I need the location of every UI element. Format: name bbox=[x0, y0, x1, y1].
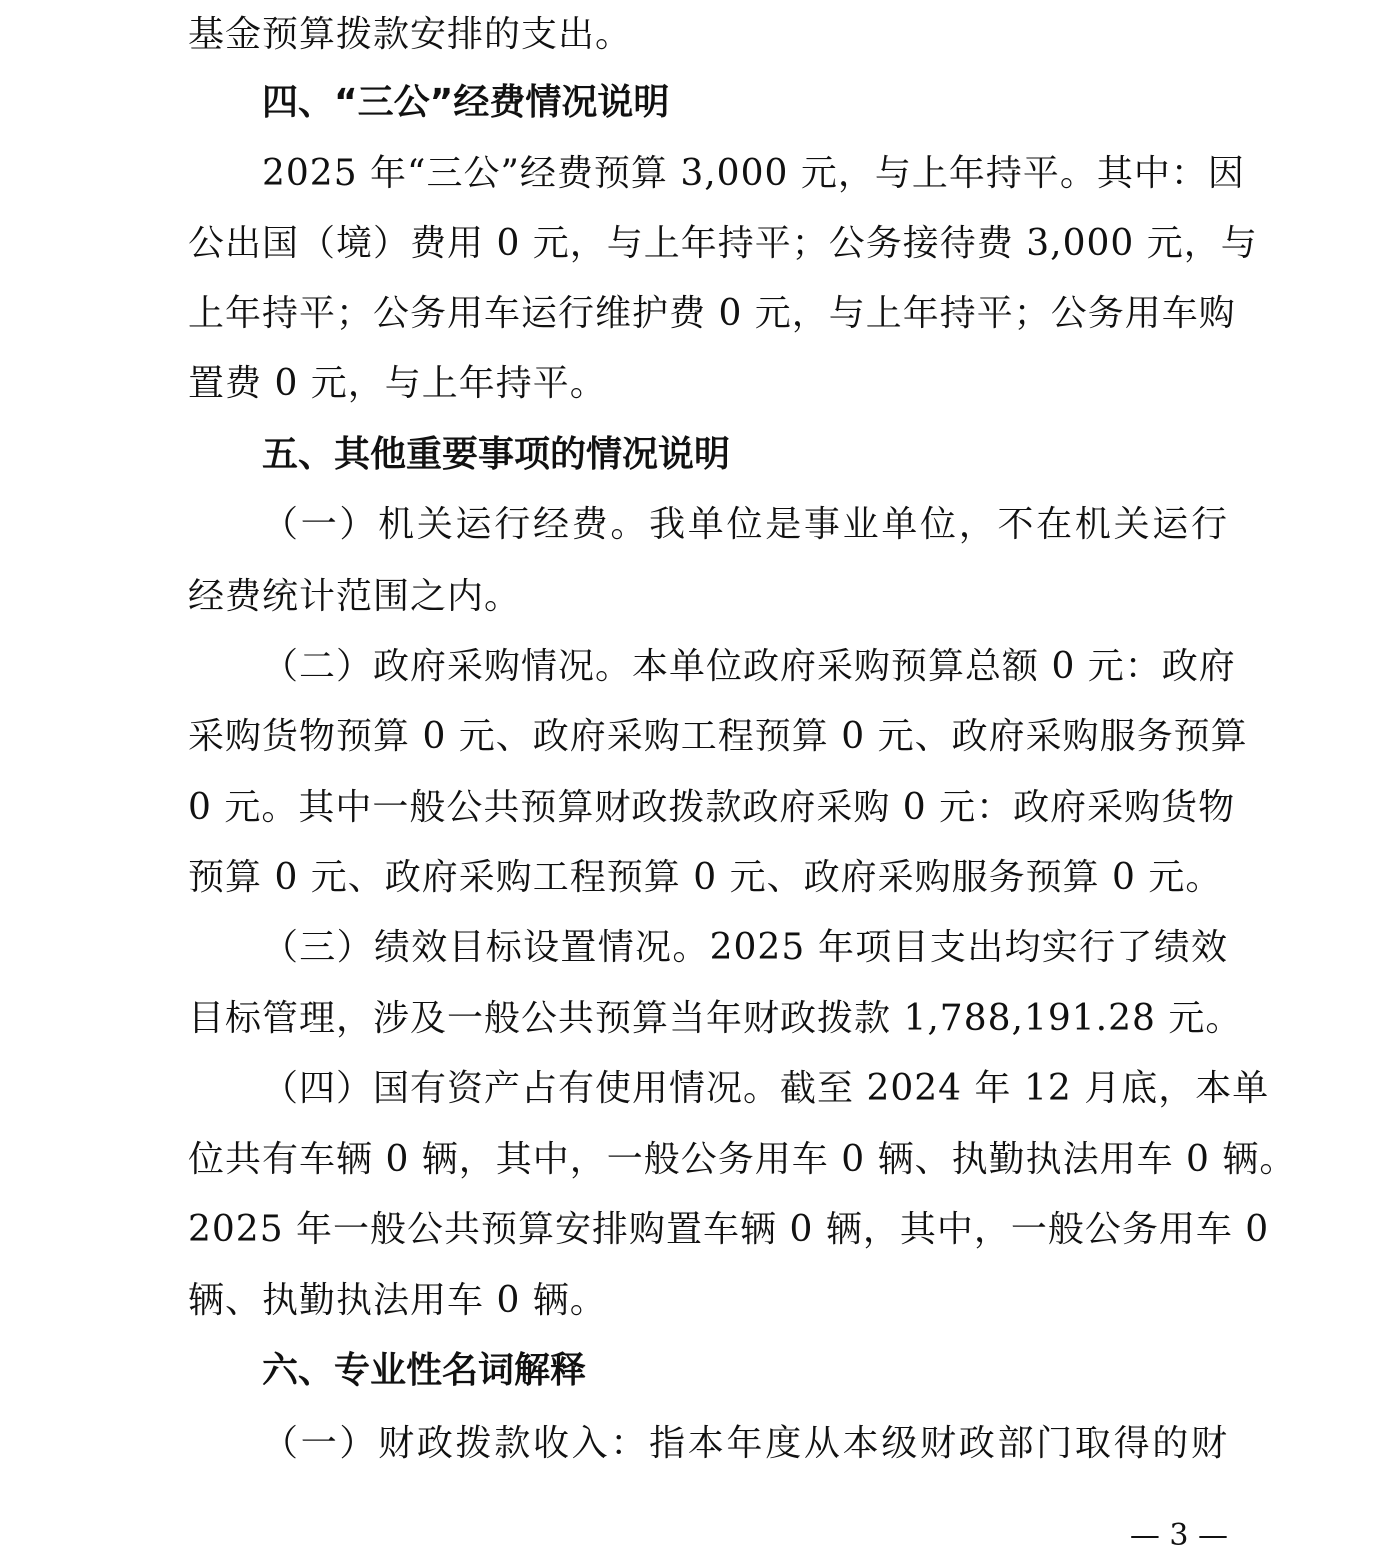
paragraph-line: （一）机关运行经费。我单位是事业单位，不在机关运行 bbox=[262, 504, 1228, 545]
paragraph-line: 0 元。其中一般公共预算财政拨款政府采购 0 元：政府采购货物 bbox=[188, 787, 1236, 828]
section-heading-five: 五、其他重要事项的情况说明 bbox=[262, 434, 731, 475]
paragraph-line: 公出国（境）费用 0 元，与上年持平；公务接待费 3,000 元，与 bbox=[188, 223, 1258, 264]
paragraph-line: 采购货物预算 0 元、政府采购工程预算 0 元、政府采购服务预算 bbox=[188, 716, 1248, 757]
paragraph-line: （一）财政拨款收入：指本年度从本级财政部门取得的财 bbox=[262, 1423, 1228, 1464]
paragraph-line: 辆、执勤执法用车 0 辆。 bbox=[188, 1280, 607, 1321]
paragraph-line: 预算 0 元、政府采购工程预算 0 元、政府采购服务预算 0 元。 bbox=[188, 857, 1223, 898]
paragraph-line: （二）政府采购情况。本单位政府采购预算总额 0 元：政府 bbox=[262, 646, 1236, 687]
paragraph-line: 置费 0 元，与上年持平。 bbox=[188, 363, 607, 404]
paragraph-line: 基金预算拨款安排的支出。 bbox=[188, 14, 633, 55]
paragraph-line: （三）绩效目标设置情况。2025 年项目支出均实行了绩效 bbox=[262, 927, 1228, 968]
section-heading-six: 六、专业性名词解释 bbox=[262, 1350, 587, 1391]
paragraph-line: （四）国有资产占有使用情况。截至 2024 年 12 月底，本单 bbox=[262, 1068, 1270, 1109]
section-heading-four: 四、“三公”经费情况说明 bbox=[262, 82, 670, 123]
paragraph-line: 上年持平；公务用车运行维护费 0 元，与上年持平；公务用车购 bbox=[188, 293, 1236, 334]
paragraph-line: 经费统计范围之内。 bbox=[188, 576, 522, 617]
paragraph-line: 位共有车辆 0 辆，其中，一般公务用车 0 辆、执勤执法用车 0 辆。 bbox=[188, 1139, 1297, 1180]
page-number: — 3 — bbox=[1129, 1518, 1228, 1553]
paragraph-line: 2025 年一般公共预算安排购置车辆 0 辆，其中，一般公务用车 0 bbox=[188, 1209, 1270, 1250]
paragraph-line: 2025 年“三公”经费预算 3,000 元，与上年持平。其中：因 bbox=[262, 153, 1245, 194]
paragraph-line: 目标管理，涉及一般公共预算当年财政拨款 1,788,191.28 元。 bbox=[188, 998, 1243, 1039]
